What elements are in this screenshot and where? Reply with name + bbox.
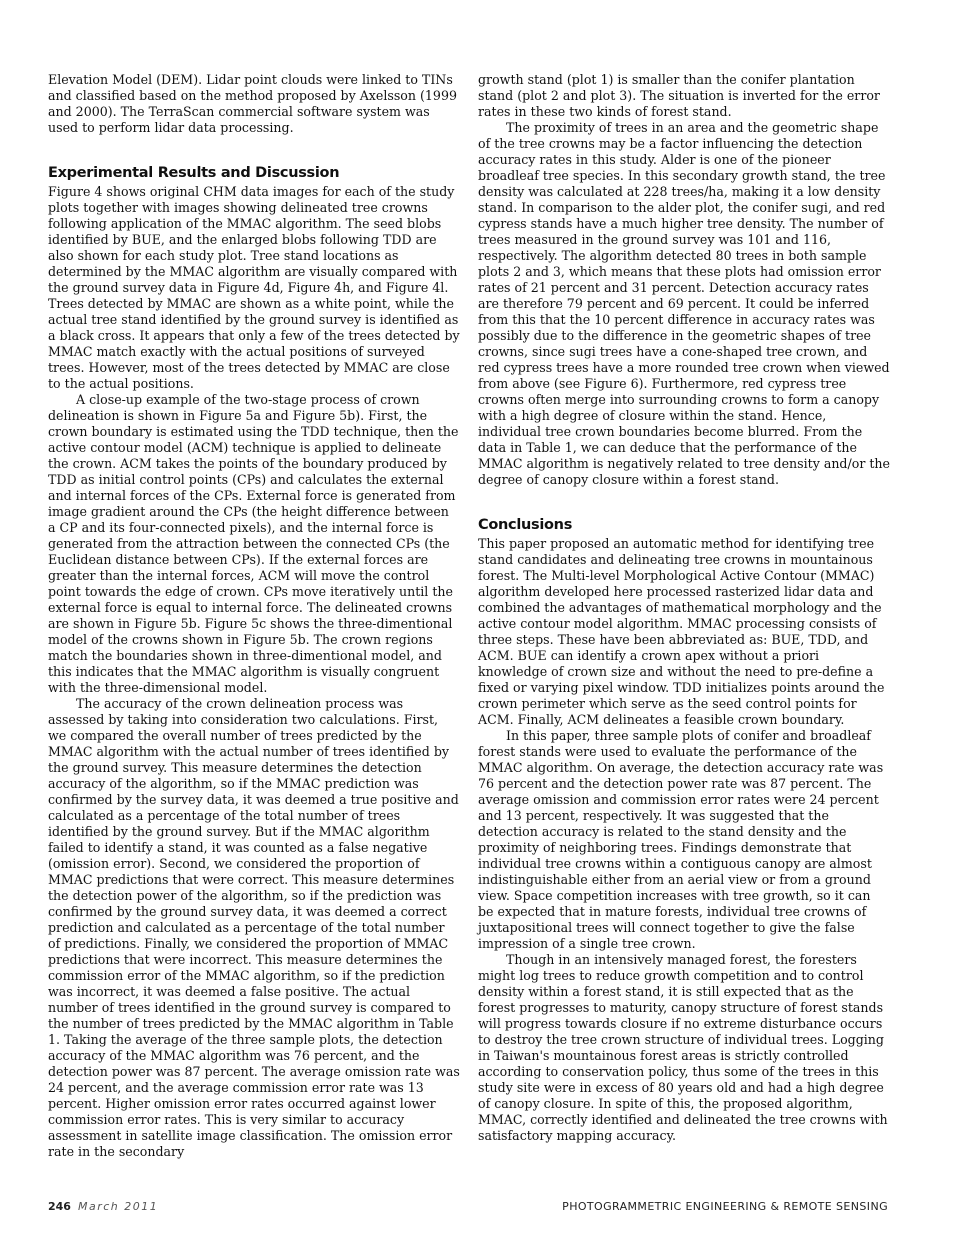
body-paragraph: Figure 4 shows original CHM data images for each of the study plots together with images showing delineated tree crowns following application of the MMAC algorithm. The seed blobs identified by BUE, and the enlarged blobs following TDD are also shown for each study plot. Tree stand locations as determined by the MMAC algorithm are visually compared with the ground survey data in Figure 4d, Figure 4h, and Figure 4l. Trees detected by MMAC are shown as a white point, while the actual tree stand identified by the ground survey is identified as a black cross. It appears that only a few of the trees detected by MMAC match exactly with the actual positions of surveyed trees. However, most of the trees detected by MMAC are close to the actual positions. bbox=[48, 184, 460, 391]
body-paragraph: A close-up example of the two-stage process of crown delineation is shown in Figure 5a and Figure 5b). First, the crown boundary is estimated using the TDD technique, then the active contour model (ACM) technique is applied to delineate the crown. ACM takes the points of the boundary produced by TDD as initial control points (CPs) and calculates the external and internal forces of the CPs. External force is generated from image gradient around the CPs (the height difference between a CP and its four-connected pixels), and the internal force is generated from the attraction between the connected CPs (the Euclidean distance between CPs). If the external forces are greater than the internal forces, ACM will move the control point towards the edge of crown. CPs move iteratively until the external force is equal to internal force. The delineated crowns are shown in Figure 5b. Figure 5c shows the three-dimentional model of the crowns shown in Figure 5b. The crown regions match the boundaries shown in three-dimentional model, and this indicates that the MMAC algorithm is visually congruent with the three-dimensional model. bbox=[48, 392, 459, 695]
section-heading-results: Experimental Results and Discussion bbox=[48, 165, 340, 181]
page-footer bbox=[48, 1200, 888, 1218]
body-paragraph: growth stand (plot 1) is smaller than the conifer plantation stand (plot 2 and plot 3). The situation is inverted for the error rates in these two kinds of forest stand. bbox=[478, 72, 880, 119]
conclusion-paragraph: Though in an intensively managed forest, the foresters might log trees to reduce growth competition and to control density within a forest stand, it is still expected that as the forest progresses to maturity, canopy structure of forest stands will progress towards closure if no extreme disturbance occurs to destroy the tree crown structure of individual trees. Logging in Taiwan's mountainous forest areas is strictly controlled according to conservation policy, thus some of the trees in this study site were in excess of 80 years old and had a high degree of canopy closure. In spite of this, the proposed algorithm, MMAC, correctly identified and delineated the tree crowns with satisfactory mapping accuracy. bbox=[478, 952, 888, 1143]
page-number: 246 bbox=[48, 1200, 71, 1213]
left-column bbox=[48, 72, 460, 1160]
body-paragraph: The accuracy of the crown delineation process was assessed by taking into consideration two calculations. First, we compared the overall number of trees predicted by the MMAC algorithm with the actual number of trees identified by the ground survey. This measure determines the detection accuracy of the algorithm, so if the MMAC prediction was confirmed by the survey data, it was deemed a true positive and calculated as a percentage of the total number of trees identified by the ground survey. But if the MMAC algorithm failed to identify a stand, it was counted as a false negative (omission error). Second, we considered the proportion of MMAC predictions that were correct. This measure determines the detection power of the algorithm, so if the prediction was confirmed by the ground survey data, it was deemed a correct prediction and calculated as a percentage of the total number of predictions. Finally, we considered the proportion of MMAC predictions that were incorrect. This measure determines the commission error of the MMAC algorithm, so if the prediction was incorrect, it was deemed a false positive. The actual number of trees identified in the ground survey is compared to the number of trees predicted by the MMAC algorithm in Table 1. Taking the average of the three sample plots, the detection accuracy of the MMAC algorithm was 76 percent, and the detection power was 87 percent. The average omission rate was 24 percent, and the average commission error rate was 13 percent. Higher omission error rates occurred against lower commission error rates. This is very similar to accuracy assessment in satellite image classification. The omission error rate in the secondary bbox=[48, 696, 460, 1159]
section-heading-conclusions: Conclusions bbox=[478, 517, 573, 533]
conclusion-paragraph: This paper proposed an automatic method for identifying tree stand candidates and delineating tree crowns in mountainous forest. The Multi-level Morphological Active Contour (MMAC) algorithm developed here processed rasterized lidar data and combined the advantages of mathematical morphology and the active contour model algorithm. MMAC processing consists of three steps. These have been abbreviated as: BUE, TDD, and ACM. BUE can identify a crown apex without a priori knowledge of crown size and without the need to pre-define a fixed or varying pixel window. TDD initializes points around the crown perimeter which serve as the seed control points for ACM. Finally, ACM delineates a feasible crown boundary. bbox=[478, 536, 885, 727]
body-paragraph: The proximity of trees in an area and the geometric shape of the tree crowns may be a factor influencing the detection accuracy rates in this study. Alder is one of the pioneer broadleaf tree species. In this secondary growth stand, the tree density was calculated at 228 trees/ha, making it a low density stand. In comparison to the alder plot, the conifer sugi, and red cypress stands have a much higher tree density. The number of trees measured in the ground survey was 101 and 116, respectively. The algorithm detected 80 trees in both sample plots 2 and 3, which means that these plots had omission error rates of 21 percent and 31 percent. Detection accuracy rates are therefore 79 percent and 69 percent. It could be inferred from this that the 10 percent difference in accuracy rates was possibly due to the difference in the geometric shapes of tree crowns, since sugi trees have a cone-shaped tree crown, and red cypress trees have a more rounded tree crown when viewed from above (see Figure 6). Furthermore, red cypress tree crowns often merge into surrounding crowns to form a canopy with a high degree of closure within the stand. Hence, individual tree crown boundaries become blurred. From the data in Table 1, we can deduce that the performance of the MMAC algorithm is negatively related to tree density and/or the degree of canopy closure within a forest stand. bbox=[478, 120, 890, 487]
intro-paragraph: Elevation Model (DEM). Lidar point clouds were linked to TINs and classified based on the method proposed by Axelsson (1999 and 2000). The TerraScan commercial software system was used to perform lidar data processing. bbox=[48, 72, 457, 135]
issue-date: March 2011 bbox=[78, 1200, 159, 1213]
journal-name: PHOTOGRAMMETRIC ENGINEERING & REMOTE SENSING bbox=[562, 1200, 888, 1213]
right-column bbox=[478, 72, 890, 1144]
conclusion-paragraph: In this paper, three sample plots of conifer and broadleaf forest stands were used to evaluate the performance of the MMAC algorithm. On average, the detection accuracy rate was 76 percent and the detection power rate was 87 percent. The average omission and commission error rates were 24 percent and 13 percent, respectively. It was suggested that the detection accuracy is related to the stand density and the proximity of neighboring trees. Findings demonstrate that individual tree crowns within a contiguous canopy are almost indistinguishable either from an aerial view or from a ground view. Space competition increases with tree growth, so it can be expected that in mature forests, individual tree crowns of juxtapositional trees will connect together to give the false impression of a single tree crown. bbox=[478, 728, 884, 951]
